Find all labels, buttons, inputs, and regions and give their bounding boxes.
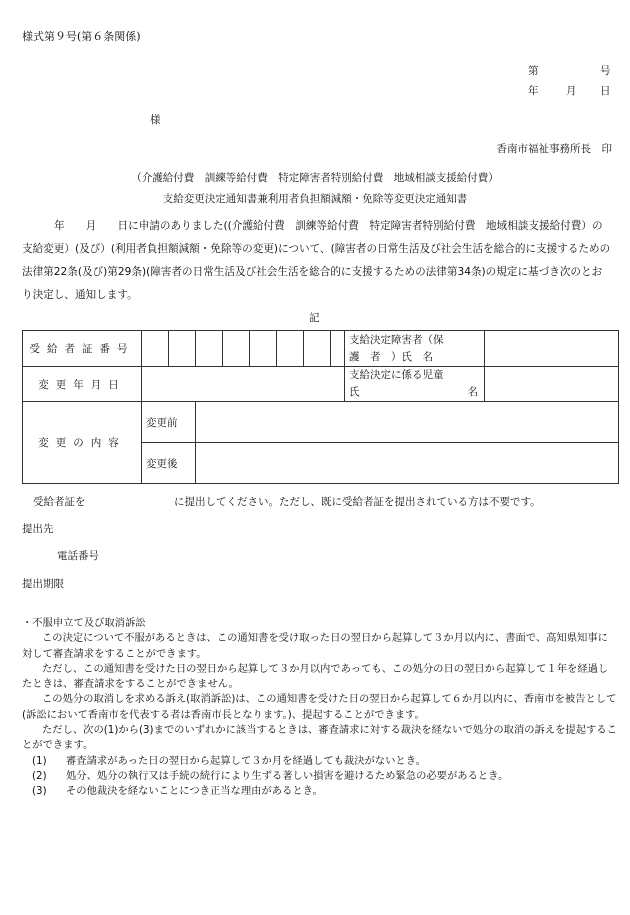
decision-person-label-line2: 護 者 ）氏 名 bbox=[349, 350, 433, 363]
date-day: 日 bbox=[600, 85, 611, 97]
appeal-item-number: (3) bbox=[32, 785, 47, 798]
issuer: 香南市福祉事務所長 印 bbox=[496, 143, 612, 155]
appeal-item bbox=[22, 754, 618, 769]
recipient-no-digit[interactable] bbox=[331, 331, 345, 367]
after-label: 変更後 bbox=[142, 443, 196, 484]
recipient-no-digit[interactable] bbox=[250, 331, 277, 367]
child-label-name: 名 bbox=[467, 386, 478, 398]
recipient-no-digit[interactable] bbox=[277, 331, 304, 367]
child-label-surname: 氏 bbox=[349, 386, 360, 398]
child-label-line2 bbox=[349, 384, 480, 401]
recipient-no-digit[interactable] bbox=[169, 331, 196, 367]
appeal-item-number: (2) bbox=[32, 769, 47, 782]
recipient-no-digit[interactable] bbox=[223, 331, 250, 367]
appeal-item-number: (1) bbox=[32, 754, 47, 767]
number-suffix: 号 bbox=[600, 65, 611, 77]
child-label bbox=[345, 367, 485, 402]
table-row bbox=[23, 331, 619, 367]
deadline-label: 提出期限 bbox=[22, 578, 64, 590]
number-prefix: 第 bbox=[528, 65, 539, 77]
appeal-item-text: 審査請求があった日の翌日から起算して３か月を経過しても裁決がないとき。 bbox=[66, 754, 426, 767]
submit-text-a: 受給者証を bbox=[33, 496, 86, 508]
decision-person-name-field[interactable] bbox=[485, 331, 619, 367]
decision-person-label-line1: 支給決定障害者（保 bbox=[349, 333, 444, 346]
appeal-paragraph: この処分の取消しを求める訴え(取消訴訟)は、この通知書を受けた日の翌日から起算して６か月以内に、香南市を被告として(訴訟において香南市を代表する者は香南市長となります。)、提起することができます。 bbox=[22, 693, 617, 721]
appeal-item-text: その他裁決を経ないことにつき正当な理由があるとき。 bbox=[66, 785, 323, 798]
submit-text-b: に提出してください。ただし、既に受給者証を提出されている方は不要です。 bbox=[174, 496, 541, 508]
title-line1: （介護給付費 訓練等給付費 特定障害者特別給付費 地域相談支援給付費） bbox=[131, 172, 499, 184]
recipient-no-label: 受給者証番号 bbox=[23, 331, 142, 367]
appeal-paragraph: ただし、この通知書を受けた日の翌日から起算して３か月以内であっても、この処分の日の翌日から起算して１年を経過したときは、審査請求をすることができません。 bbox=[22, 662, 609, 691]
table-row bbox=[23, 367, 619, 402]
after-field[interactable] bbox=[196, 443, 619, 484]
appeal-paragraph: この決定について不服があるときは、この通知書を受け取った日の翌日から起算して３か月以内に、書面で、高知県知事に対して審査請求をすることができます。 bbox=[22, 632, 608, 660]
title-line2: 支給変更決定通知書兼利用者負担額減額・免除等変更決定通知書 bbox=[162, 193, 468, 205]
appeal-heading: ・不服申立て及び取消訴訟 bbox=[22, 617, 146, 629]
appeal-item bbox=[22, 769, 618, 784]
appeal-paragraph: ただし、次の(1)から(3)までのいずれかに該当するときは、審査請求に対する裁決を経ないで処分の取消の訴えを提起することができます。 bbox=[22, 724, 617, 752]
phone-label: 電話番号 bbox=[57, 550, 99, 562]
child-label-line1: 支給決定に係る児童 bbox=[349, 369, 444, 381]
child-name-field[interactable] bbox=[485, 367, 619, 402]
recipient-suffix: 様 bbox=[150, 114, 161, 126]
table-row bbox=[23, 402, 619, 443]
appeal-item-text: 処分、処分の執行又は手続の続行により生ずる著しい損害を避けるため緊急の必要があるとき。 bbox=[66, 769, 509, 782]
date-year: 年 bbox=[528, 85, 539, 97]
recipient-no-digit[interactable] bbox=[304, 331, 331, 367]
appeal-item bbox=[22, 784, 618, 799]
change-date-label: 変更年月日 bbox=[23, 367, 142, 402]
form-number: 様式第９号(第６条関係) bbox=[22, 30, 141, 43]
decision-person-label bbox=[345, 331, 485, 367]
recipient-no-digit[interactable] bbox=[196, 331, 223, 367]
change-content-label: 変更の内容 bbox=[23, 402, 142, 484]
decision-table bbox=[22, 330, 619, 484]
before-field[interactable] bbox=[196, 402, 619, 443]
body-text: 年 月 日に申請のありました((介護給付費 訓練等給付費 特定障害者特別給付費 地域相談支援給付費）の支給変更）(及び）(利用者負担額減額・免除等の変更)について、(障害者の日常生活及び社会生活を総合的に支援するための法律第22条(及び)第29条)(障害者の日常生活及び社会生活を総合的に支援するための法律第34条)の規定に基づき次のとおり決定し、通知します。 bbox=[22, 220, 611, 301]
change-date-field[interactable] bbox=[142, 367, 345, 402]
body-paragraph bbox=[22, 215, 612, 307]
date-month: 月 bbox=[566, 85, 577, 97]
ki-mark: 記 bbox=[309, 312, 320, 324]
before-label: 変更前 bbox=[142, 402, 196, 443]
recipient-no-digit[interactable] bbox=[142, 331, 169, 367]
appeal-section bbox=[22, 616, 618, 800]
destination-label: 提出先 bbox=[22, 523, 54, 535]
